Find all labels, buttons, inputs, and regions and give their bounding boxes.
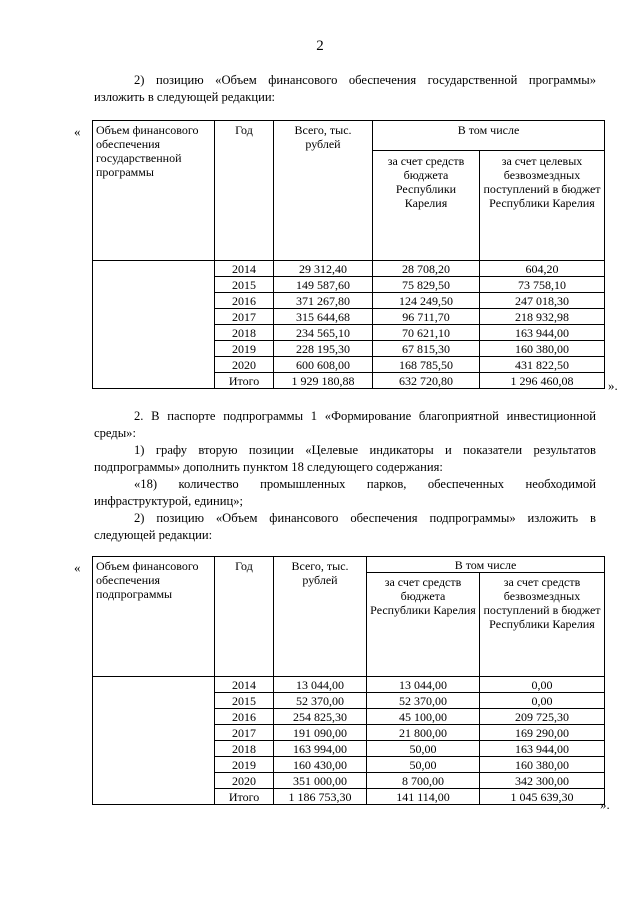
cell-total: 351 000,00 <box>274 773 367 789</box>
cell-budget: 45 100,00 <box>367 709 480 725</box>
cell-year: 2019 <box>215 341 274 357</box>
cell-free: 209 725,30 <box>480 709 605 725</box>
cell-free: 431 822,50 <box>480 357 605 373</box>
cell-total: 29 312,40 <box>274 261 373 277</box>
table2-header-name: Объем финансового обеспечения подпрограммы <box>93 557 215 677</box>
cell-free: 160 380,00 <box>480 341 605 357</box>
cell-total: 160 430,00 <box>274 757 367 773</box>
paragraph-position-subprogram: 2) позицию «Объем финансового обеспечения подпрограммы» изложить в следующей редакции: <box>94 511 596 542</box>
table-row <box>93 677 605 693</box>
cell-total: 163 994,00 <box>274 741 367 757</box>
cell-year: 2020 <box>215 357 274 373</box>
cell-total: 191 090,00 <box>274 725 367 741</box>
cell-year: 2017 <box>215 725 274 741</box>
cell-total: 228 195,30 <box>274 341 373 357</box>
table2-header-year: Год <box>215 557 274 677</box>
table-name-cell-empty <box>93 261 215 389</box>
cell-year: 2014 <box>215 261 274 277</box>
cell-free: 160 380,00 <box>480 757 605 773</box>
table1-header-total: Всего, тыс. рублей <box>274 121 373 261</box>
cell-year: 2016 <box>215 293 274 309</box>
cell-total: 13 044,00 <box>274 677 367 693</box>
cell-budget: 96 711,70 <box>373 309 480 325</box>
cell-budget: 28 708,20 <box>373 261 480 277</box>
table-subprogram-financing <box>92 556 605 805</box>
paragraph-item-18: «18) количество промышленных парков, обеспеченных необходимой инфраструктурой, единиц»; <box>94 477 596 508</box>
table1-header-year: Год <box>215 121 274 261</box>
table-row <box>93 261 605 277</box>
cell-total: 52 370,00 <box>274 693 367 709</box>
table2-close-quote: ». <box>600 797 610 812</box>
cell-year: 2014 <box>215 677 274 693</box>
cell-free: 163 944,00 <box>480 325 605 341</box>
cell-budget: 168 785,50 <box>373 357 480 373</box>
cell-year: 2015 <box>215 693 274 709</box>
cell-year: 2015 <box>215 277 274 293</box>
cell-free: 342 300,00 <box>480 773 605 789</box>
cell-budget: 75 829,50 <box>373 277 480 293</box>
table-name-cell-empty <box>93 677 215 805</box>
cell-budget: 141 114,00 <box>367 789 480 805</box>
cell-budget: 50,00 <box>367 741 480 757</box>
cell-free: 247 018,30 <box>480 293 605 309</box>
cell-total: 315 644,68 <box>274 309 373 325</box>
cell-year: 2018 <box>215 325 274 341</box>
paragraph-position-program: 2) позицию «Объем финансового обеспечения государственной программы» изложить в следующей редакции: <box>94 73 596 104</box>
cell-year: Итого <box>215 789 274 805</box>
table2-header-budget: за счет средств бюджета Республики Карелия <box>367 573 480 677</box>
cell-total: 1 186 753,30 <box>274 789 367 805</box>
cell-free: 1 045 639,30 <box>480 789 605 805</box>
table2-header-free: за счет средств безвозмездных поступлений в бюджет Республики Карелия <box>480 573 605 677</box>
table2-header-total: Всего, тыс. рублей <box>274 557 367 677</box>
cell-budget: 632 720,80 <box>373 373 480 389</box>
table-program-financing <box>92 120 605 389</box>
cell-budget: 124 249,50 <box>373 293 480 309</box>
cell-budget: 70 621,10 <box>373 325 480 341</box>
cell-budget: 50,00 <box>367 757 480 773</box>
cell-budget: 67 815,30 <box>373 341 480 357</box>
cell-total: 371 267,80 <box>274 293 373 309</box>
cell-total: 1 929 180,88 <box>274 373 373 389</box>
cell-budget: 52 370,00 <box>367 693 480 709</box>
table1-header-free: за счет целевых безвозмездных поступлений в бюджет Республики Карелия <box>480 151 605 261</box>
cell-free: 169 290,00 <box>480 725 605 741</box>
page-number: 2 <box>316 38 324 54</box>
cell-year: 2020 <box>215 773 274 789</box>
cell-free: 0,00 <box>480 677 605 693</box>
cell-free: 218 932,98 <box>480 309 605 325</box>
cell-year: 2016 <box>215 709 274 725</box>
cell-year: 2017 <box>215 309 274 325</box>
table1-open-quote: « <box>74 124 81 139</box>
paragraph-subprogram-passport: 2. В паспорте подпрограммы 1 «Формирование благоприятной инвестиционной среды»: <box>94 409 596 440</box>
table2-open-quote: « <box>74 560 81 575</box>
cell-total: 149 587,60 <box>274 277 373 293</box>
paragraph-indicators: 1) графу вторую позиции «Целевые индикаторы и показатели результатов подпрограммы» дополнить пунктом 18 следующего содержания: <box>94 443 596 474</box>
cell-year: 2019 <box>215 757 274 773</box>
cell-total: 234 565,10 <box>274 325 373 341</box>
cell-free: 73 758,10 <box>480 277 605 293</box>
cell-total: 600 608,00 <box>274 357 373 373</box>
cell-budget: 8 700,00 <box>367 773 480 789</box>
cell-budget: 13 044,00 <box>367 677 480 693</box>
table2-header-including: В том числе <box>367 557 605 573</box>
table1-header-name: Объем финансового обеспечения государственной программы <box>93 121 215 261</box>
cell-free: 604,20 <box>480 261 605 277</box>
cell-free: 0,00 <box>480 693 605 709</box>
cell-year: 2018 <box>215 741 274 757</box>
cell-free: 1 296 460,08 <box>480 373 605 389</box>
table1-header-including: В том числе <box>373 121 605 151</box>
table1-close-quote: ». <box>608 378 618 393</box>
cell-total: 254 825,30 <box>274 709 367 725</box>
cell-year: Итого <box>215 373 274 389</box>
table1-header-budget: за счет средств бюджета Республики Карелия <box>373 151 480 261</box>
cell-budget: 21 800,00 <box>367 725 480 741</box>
cell-free: 163 944,00 <box>480 741 605 757</box>
